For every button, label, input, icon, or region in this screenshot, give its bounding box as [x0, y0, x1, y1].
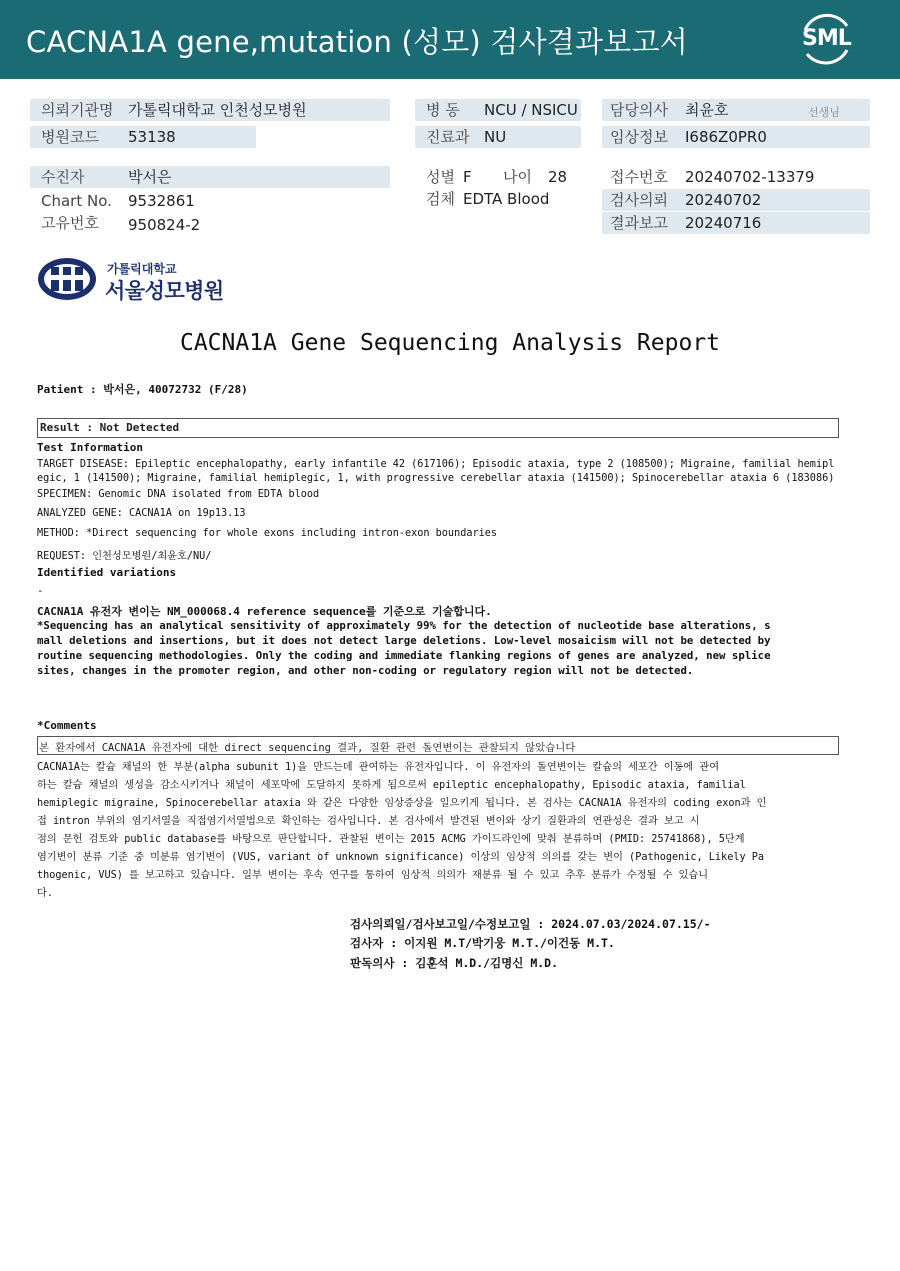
- sensitivity-line-3: routine sequencing methodologies. Only the coding and immediate flanking regions of genes are analyzed, new splice: [37, 649, 771, 662]
- clinical-info-label: 임상정보: [610, 128, 668, 146]
- comment-line-7: thogenic, VUS) 를 보고하고 있습니다. 일부 변이는 후속 연구를 통하여 임상적 의의가 재분류 될 수 있고 추후 분류가 수정될 수 있습니: [37, 870, 709, 881]
- chart-value: 9532861: [128, 192, 195, 210]
- identified-variations-value: -: [37, 584, 44, 597]
- comment-line-3: hemiplegic migraine, Spinocerebellar ataxia 와 같은 다양한 임상증상을 일으키게 됩니다. 본 검사는 CACNA1A 유전자의 coding exon과 인: [37, 798, 767, 809]
- comments-summary-text: 본 환자에서 CACNA1A 유전자에 대한 direct sequencing 결과, 질환 관련 돌연변이는 관찰되지 않았습니다: [39, 742, 576, 754]
- id-value: 950824-2: [128, 216, 201, 234]
- result-box: [37, 418, 839, 438]
- physician-label: 담당의사: [610, 101, 668, 119]
- header-title: CACNA1A gene,mutation (성모) 검사결과보고서: [26, 25, 688, 59]
- patient-line: Patient : 박서은, 40072732 (F/28): [37, 383, 248, 396]
- patient-value: 박서은: [128, 168, 172, 186]
- sex-label: 성별: [426, 168, 455, 186]
- request-date-label: 검사의뢰: [610, 191, 668, 209]
- ward-value: NCU / NSICU: [484, 101, 578, 119]
- request-date-value: 20240702: [685, 191, 762, 209]
- test-info-heading: Test Information: [37, 441, 143, 454]
- specimen-label: 검체: [426, 190, 455, 208]
- age-label: 나이: [503, 168, 532, 186]
- method-line: METHOD: *Direct sequencing for whole exons including intron-exon boundaries: [37, 528, 498, 539]
- chart-label: Chart No.: [41, 192, 112, 210]
- report-date-value: 20240716: [685, 214, 762, 232]
- sign-dates: 검사의뢰일/검사보고일/수정보고일 : 2024.07.03/2024.07.15/-: [350, 917, 711, 931]
- hospital-name-small: 가톨릭대학교: [107, 262, 177, 276]
- request-line: REQUEST: 인천성모병원/최윤호/NU/: [37, 551, 212, 562]
- sign-testers: 검사자 : 이지원 M.T/박기웅 M.T./이건동 M.T.: [350, 936, 615, 950]
- clinical-info-value: I686Z0PR0: [685, 128, 767, 146]
- hospital-emblem-icon: [37, 257, 97, 301]
- sign-doctors: 판독의사 : 김훈석 M.D./김명신 M.D.: [350, 956, 559, 970]
- report-header: [0, 0, 900, 79]
- identified-variations-heading: Identified variations: [37, 566, 177, 579]
- specimen-value: EDTA Blood: [463, 190, 550, 208]
- physician-value: 최윤호: [685, 101, 729, 119]
- report-date-label: 결과보고: [610, 214, 668, 232]
- receipt-value: 20240702-13379: [685, 168, 815, 186]
- receipt-label: 접수번호: [610, 168, 668, 186]
- sensitivity-line-1: *Sequencing has an analytical sensitivity of approximately 99% for the detection of nucleotide base alterations, s: [37, 619, 771, 632]
- institution-value: 가톨릭대학교 인천성모병원: [128, 101, 307, 119]
- target-disease-line-2: egic, 1 (141500); Migraine, familial hemiplegic, 1, with progressive cerebellar ataxia (141500); Spinocerebellar ataxia 6 (183086): [37, 473, 835, 484]
- sml-logo-text: SML: [802, 26, 851, 51]
- report-title: CACNA1A Gene Sequencing Analysis Report: [179, 330, 721, 356]
- comments-summary-box: [37, 736, 839, 755]
- comment-line-2: 하는 칼슘 채널의 생성을 감소시키거나 채널이 세포막에 도달하지 못하게 됨으로써 epileptic encephalopathy, Episodic ataxia, familial: [37, 780, 746, 791]
- sensitivity-line-2: mall deletions and insertions, but it does not detect large deletions. Low-level mosaicism will not be detected by: [37, 634, 771, 647]
- sex-value: F: [463, 168, 472, 186]
- department-label: 진료과: [426, 128, 470, 146]
- sensitivity-line-4: sites, changes in the promoter region, and other non-coding or regulatory region will not be detected.: [37, 664, 694, 677]
- result-text: Result : Not Detected: [40, 421, 180, 434]
- hospital-name-big: 서울성모병원: [105, 279, 224, 303]
- comment-line-5: 점의 문헌 검토와 public database를 바탕으로 판단합니다. 관찰된 변이는 2015 ACMG 가이드라인에 맞춰 분류하며 (PMID: 25741868), 5단계: [37, 834, 745, 845]
- comment-line-8: 다.: [37, 888, 53, 899]
- specimen-line: SPECIMEN: Genomic DNA isolated from EDTA blood: [37, 489, 320, 500]
- department-value: NU: [484, 128, 507, 146]
- institution-label: 의뢰기관명: [41, 101, 114, 119]
- age-value: 28: [548, 168, 568, 186]
- id-label: 고유번호: [41, 214, 99, 232]
- target-disease-line-1: TARGET DISEASE: Epileptic encephalopathy, early infantile 42 (617106); Episodic ataxia, type 2 (108500); Migraine, familial hemipl: [37, 459, 835, 470]
- comment-line-6: 염기변이 분류 기준 중 미분류 염기변이 (VUS, variant of unknown significance) 이상의 임상적 의의를 갖는 변이 (Pathogenic, Likely Pa: [37, 852, 764, 863]
- analyzed-gene-line: ANALYZED GENE: CACNA1A on 19p13.13: [37, 508, 246, 519]
- ward-label: 병 동: [426, 101, 460, 119]
- comments-heading: *Comments: [37, 719, 97, 732]
- physician-suffix: 선생님: [808, 106, 840, 119]
- comment-line-1: CACNA1A는 칼슘 채널의 한 부분(alpha subunit 1)을 만드는데 관여하는 유전자입니다. 이 유전자의 돌연변이는 칼슘의 세포간 이동에 관여: [37, 762, 720, 773]
- reference-note: CACNA1A 유전자 변이는 NM_000068.4 reference sequence를 기준으로 기술합니다.: [37, 605, 492, 618]
- comment-line-4: 접 intron 부위의 염기서열을 직접염기서열법으로 확인하는 검사입니다. 본 검사에서 발견된 변이와 상기 질환과의 연관성은 결과 보고 시: [37, 816, 700, 827]
- hospital-code-value: 53138: [128, 128, 176, 146]
- hospital-code-label: 병원코드: [41, 128, 99, 146]
- patient-label: 수진자: [41, 168, 85, 186]
